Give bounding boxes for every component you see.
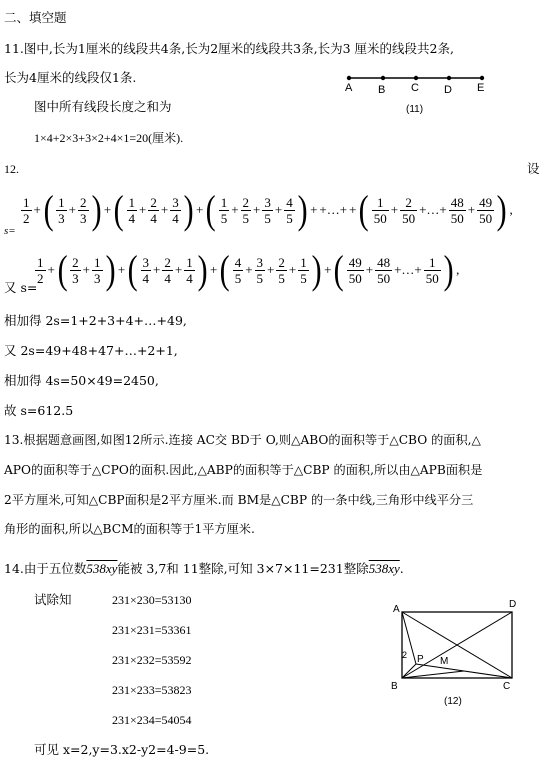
- fraction: [477, 195, 494, 226]
- right-paren: ): [91, 187, 102, 232]
- q13-line4: 角形的面积,所以△BCM的面积等于1平方厘米.: [4, 522, 255, 536]
- q14-trial-3: 231×232=53592: [112, 653, 192, 667]
- fraction: [184, 255, 195, 286]
- fig12-label-p: P: [417, 654, 424, 665]
- plus-sign: +: [160, 202, 169, 217]
- q14-line1: [4, 562, 404, 576]
- fraction-numerator: 1: [37, 254, 44, 270]
- q12-you-s-label: 又 s=: [4, 280, 38, 295]
- fraction-numerator: 3: [256, 254, 264, 270]
- plus-sign: +: [310, 202, 318, 217]
- fraction: [262, 195, 273, 226]
- punctuation: ,: [509, 202, 513, 217]
- fraction-numerator: 1: [94, 254, 101, 270]
- right-paren: ): [443, 247, 454, 292]
- fraction-denominator: 4: [150, 210, 157, 226]
- fraction-denominator: 3: [72, 270, 79, 286]
- q11-line1: 11.图中,长为1厘米的线段共4条,长为2厘米的线段共3条,长为3 厘米的线段共2条,: [4, 41, 454, 56]
- left-paren: (: [127, 247, 138, 292]
- fraction-denominator: 50: [450, 210, 464, 226]
- fraction-denominator: 4: [128, 210, 136, 226]
- fraction-denominator: 3: [80, 210, 87, 226]
- fraction: [298, 255, 309, 286]
- fraction-numerator: 2: [405, 194, 412, 210]
- q14-number-2: 538xy: [368, 561, 400, 576]
- fraction: [127, 195, 138, 226]
- punctuation: ,: [456, 262, 460, 277]
- plus-sign: +: [288, 262, 297, 277]
- plus-sign: +: [196, 202, 204, 217]
- left-paren: (: [220, 247, 231, 292]
- q14-number-1: 538xy: [86, 561, 118, 576]
- fraction-denominator: 50: [377, 270, 391, 286]
- plus-sign: +: [390, 202, 399, 217]
- q13-line2: APO的面积等于△CPO的面积.因此,△ABP的面积等于△CBP 的面积,所以由△APB面积是: [4, 463, 483, 477]
- fraction-denominator: 5: [220, 210, 228, 226]
- plus-sign: +: [210, 262, 218, 277]
- fraction: [400, 195, 417, 226]
- fraction-denominator: 2: [23, 210, 30, 226]
- q12-you-line: 又 2s=49+48+47+…+2+1,: [4, 343, 178, 358]
- fraction-numerator: 1: [23, 194, 30, 210]
- fraction-numerator: 48: [450, 194, 464, 210]
- plus-sign: +: [68, 202, 77, 217]
- fraction-numerator: 4: [286, 194, 293, 210]
- fraction-numerator: 1: [220, 194, 228, 210]
- fig12-caption: (12): [444, 696, 462, 707]
- q14-trial-4: 231×233=53823: [112, 683, 192, 697]
- fig12-label-d: D: [509, 599, 517, 610]
- fraction-denominator: 50: [425, 270, 439, 286]
- q13-line3: 2平方厘米,可知△CBP面积是2平方厘米.而 BM是△CBP 的一条中线,三角形中线平分三: [4, 493, 474, 507]
- left-paren: (: [43, 187, 54, 232]
- fraction-denominator: 3: [58, 210, 65, 226]
- fig11-label-a: A: [345, 82, 353, 94]
- plus-sign: +: [267, 262, 275, 277]
- q14-part1: 14.由于五位数: [4, 561, 87, 576]
- fraction-numerator: 1: [58, 194, 65, 210]
- right-paren: ): [197, 247, 208, 292]
- plus-sign: +: [365, 262, 374, 277]
- fraction: [284, 195, 295, 226]
- fraction-numerator: 2: [164, 254, 171, 270]
- fraction: [347, 255, 364, 286]
- plus-sign: +…+: [419, 202, 447, 217]
- fraction-numerator: 1: [186, 254, 193, 270]
- ellipsis-sign: +…+: [319, 202, 348, 217]
- fig12-label-m: M: [440, 656, 449, 667]
- plus-sign: +: [103, 202, 112, 217]
- plus-sign: +: [33, 202, 41, 217]
- fraction: [148, 195, 159, 226]
- fraction-denominator: 4: [142, 270, 150, 286]
- fraction-numerator: 2: [242, 194, 250, 210]
- fraction-denominator: 5: [300, 270, 307, 286]
- plus-sign: +: [82, 262, 91, 277]
- plus-sign: +…+: [394, 262, 422, 277]
- fraction-numerator: 48: [377, 254, 391, 270]
- fraction: [449, 195, 466, 226]
- q12-sum-row-1: [20, 187, 514, 232]
- plus-sign: +: [139, 202, 147, 217]
- fraction-denominator: 2: [37, 270, 44, 286]
- fraction-denominator: 3: [94, 270, 101, 286]
- q13-line1: 13.根据题意画图,如图12所示.连接 AC交 BD于 O,则△ABO的面积等于△CBO 的面积,△: [4, 433, 481, 447]
- q14-trial-2: 231×231=53361: [112, 623, 192, 637]
- fraction: [21, 195, 32, 226]
- q12-add-line-2: 相加得 4s=50×49=2450,: [4, 373, 159, 388]
- q14-conclusion: 可见 x=2,y=3.x2-y2=4-9=5.: [34, 742, 210, 757]
- fraction: [276, 255, 287, 286]
- fig12-label-2: 2: [402, 650, 408, 660]
- fraction-denominator: 5: [256, 270, 264, 286]
- fig12-label-b: B: [391, 681, 398, 692]
- q14-trial-label: 试除知: [34, 592, 72, 607]
- q12-number: 12.: [4, 162, 19, 176]
- fraction-denominator: 50: [479, 210, 493, 226]
- fraction: [56, 195, 67, 226]
- fraction-numerator: 1: [429, 254, 436, 270]
- fraction: [375, 255, 392, 286]
- left-paren: (: [113, 187, 124, 232]
- fraction: [424, 255, 441, 286]
- q12-she: 设: [527, 161, 540, 176]
- fraction: [78, 195, 89, 226]
- fig11-label-b: B: [378, 84, 386, 96]
- fraction-numerator: 2: [72, 254, 79, 270]
- left-paren: (: [334, 247, 345, 292]
- fraction-denominator: 5: [278, 270, 285, 286]
- q14-trial-1: 231×230=53130: [112, 593, 192, 607]
- fraction-denominator: 4: [164, 270, 171, 286]
- plus-sign: +: [349, 202, 357, 217]
- plus-sign: +: [117, 262, 126, 277]
- fraction: [35, 255, 46, 286]
- right-paren: ): [105, 247, 116, 292]
- left-paren: (: [359, 187, 370, 232]
- q14-part2: 能被 3,7和 11整除,可知 3×7×11=231整除: [117, 561, 369, 576]
- fraction-numerator: 2: [150, 194, 157, 210]
- fraction-numerator: 3: [142, 254, 150, 270]
- fraction-denominator: 50: [402, 210, 416, 226]
- fraction-denominator: 5: [242, 210, 250, 226]
- fraction-denominator: 5: [234, 270, 242, 286]
- fraction-denominator: 4: [186, 270, 193, 286]
- q12-gu-line: 故 s=612.5: [4, 403, 74, 418]
- plus-sign: +: [245, 262, 253, 277]
- q12-s-label: s=: [4, 225, 16, 237]
- fraction-numerator: 49: [348, 254, 362, 270]
- fraction-denominator: 5: [286, 210, 293, 226]
- fraction-numerator: 3: [172, 194, 179, 210]
- left-paren: (: [57, 247, 68, 292]
- right-paren: ): [311, 247, 322, 292]
- left-paren: (: [206, 187, 217, 232]
- fraction-denominator: 4: [172, 210, 179, 226]
- fraction: [255, 255, 266, 286]
- q12-add-line-1: 相加得 2s=1+2+3+4+…+49,: [4, 313, 187, 328]
- fraction-numerator: 49: [479, 194, 493, 210]
- q12-sum-row-2: [34, 247, 460, 292]
- section-title: 二、填空题: [4, 10, 67, 25]
- q11-line4: 1×4+2×3+3×2+4×1=20(厘米).: [34, 131, 184, 145]
- plus-sign: +: [324, 262, 332, 277]
- fraction-denominator: 5: [264, 210, 271, 226]
- fraction-numerator: 2: [278, 254, 285, 270]
- fraction-numerator: 1: [128, 194, 136, 210]
- fig12-label-c: C: [503, 681, 511, 692]
- fraction-numerator: 1: [377, 194, 384, 210]
- q14-figure: [388, 598, 528, 710]
- fraction: [141, 255, 152, 286]
- fraction: [170, 195, 181, 226]
- fraction-numerator: 1: [300, 254, 307, 270]
- fig12-label-a: A: [393, 604, 400, 615]
- fraction-denominator: 50: [373, 210, 387, 226]
- fraction-numerator: 3: [264, 194, 271, 210]
- fig11-label-c: C: [411, 82, 419, 94]
- fraction: [162, 255, 173, 286]
- fraction-denominator: 50: [348, 270, 362, 286]
- plus-sign: +: [274, 202, 283, 217]
- q14-trial-5: 231×234=54054: [112, 713, 192, 727]
- q14-part3: .: [399, 561, 404, 576]
- plus-sign: +: [174, 262, 183, 277]
- fraction-numerator: 2: [80, 194, 87, 210]
- fraction-numerator: 4: [234, 254, 242, 270]
- fig11-label-d: D: [444, 84, 452, 96]
- fig11-caption: (11): [406, 104, 424, 115]
- right-paren: ): [297, 187, 308, 232]
- q11-figure: [336, 68, 496, 120]
- plus-sign: +: [231, 202, 239, 217]
- fraction: [92, 255, 103, 286]
- fraction: [219, 195, 230, 226]
- fraction: [70, 255, 81, 286]
- fraction: [372, 195, 389, 226]
- fig11-label-e: E: [477, 82, 485, 94]
- q11-line2: 长为4厘米的线段仅1条.: [4, 70, 137, 85]
- fraction: [233, 255, 244, 286]
- right-paren: ): [183, 187, 194, 232]
- q11-line3: 图中所有线段长度之和为: [34, 99, 172, 114]
- plus-sign: +: [253, 202, 261, 217]
- right-paren: ): [496, 187, 507, 232]
- plus-sign: +: [47, 262, 55, 277]
- plus-sign: +: [467, 202, 476, 217]
- fraction: [241, 195, 252, 226]
- plus-sign: +: [153, 262, 161, 277]
